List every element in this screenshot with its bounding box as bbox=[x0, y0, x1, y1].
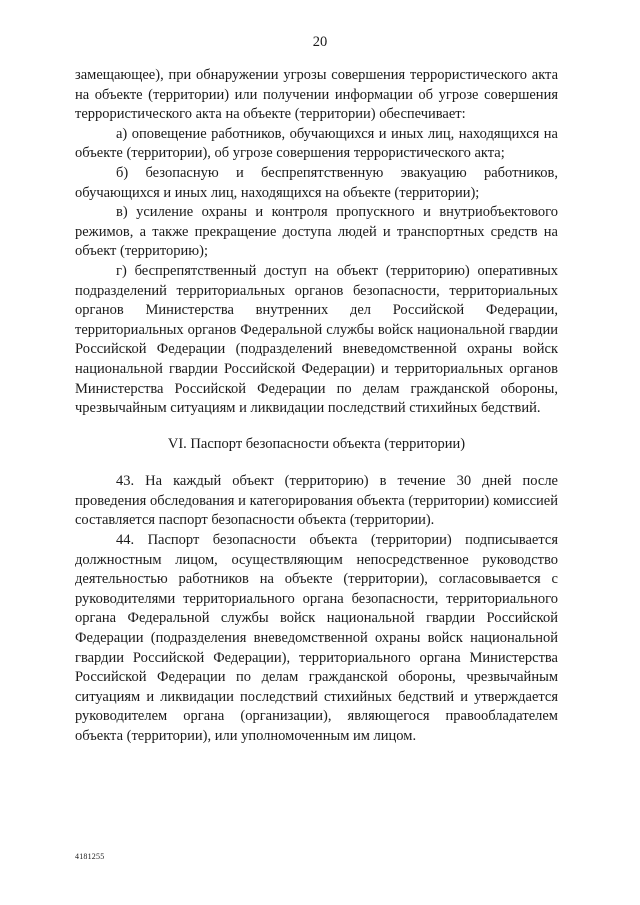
list-item-v: в) усиление охраны и контроля пропускного и внутриобъектового режимов, а также прекращение доступа людей и транспортных средств на объект (территорию); bbox=[75, 204, 558, 260]
document-body bbox=[75, 66, 558, 747]
paragraph-continuation: замещающее), при обнаружении угрозы совершения террористического акта на объекте (территории) или получении информации об угрозе совершения террористического акта на объекте (территории) обеспечивает: bbox=[75, 67, 558, 123]
section-heading: VI. Паспорт безопасности объекта (территории) bbox=[167, 435, 466, 452]
page-number: 20 bbox=[312, 34, 328, 50]
list-item-g: г) беспрепятственный доступ на объект (территорию) оперативных подразделений территориальных органов безопасности, территориальных органов Министерства внутренних дел Российской Федерации, территориальных органов Федеральной службы войск национальной гвардии Российской Федерации (подразделений вневедомственной охраны войск национальной гвардии Российской Федерации) и территориальных органов Министерства Российской Федерации по делам гражданской обороны, чрезвычайным ситуациям и ликвидации последствий стихийных бедствий. bbox=[75, 262, 558, 417]
list-item-b: б) безопасную и беспрепятственную эвакуацию работников, обучающихся и иных лиц, находящихся на объекте (территории); bbox=[75, 164, 558, 201]
paragraph-43: 43. На каждый объект (территорию) в течение 30 дней после проведения обследования и категорирования объекта (территории) комиссией составляется паспорт безопасности объекта (территории). bbox=[75, 473, 558, 529]
list-item-a: а) оповещение работников, обучающихся и иных лиц, находящихся на объекте (территории), об угрозе совершения террористического акта; bbox=[75, 125, 558, 162]
paragraph-44: 44. Паспорт безопасности объекта (территории) подписывается должностным лицом, осуществляющим непосредственное руководство деятельностью работников на объекте (территории), согласовывается с руководителями территориального органа безопасности, территориального органа Федеральной службы войск национальной гвардии Российской Федерации (подразделения вневедомственной охраны войск национальной гвардии Российской Федерации), территориального органа Министерства Российской Федерации по делам гражданской обороны, чрезвычайным ситуациям и ликвидации последствий стихийных бедствий и утверждается руководителем органа (организации), являющегося правообладателем объекта (территории), или уполномоченным им лицом. bbox=[75, 532, 558, 744]
document-code: 4181255 bbox=[75, 852, 105, 861]
